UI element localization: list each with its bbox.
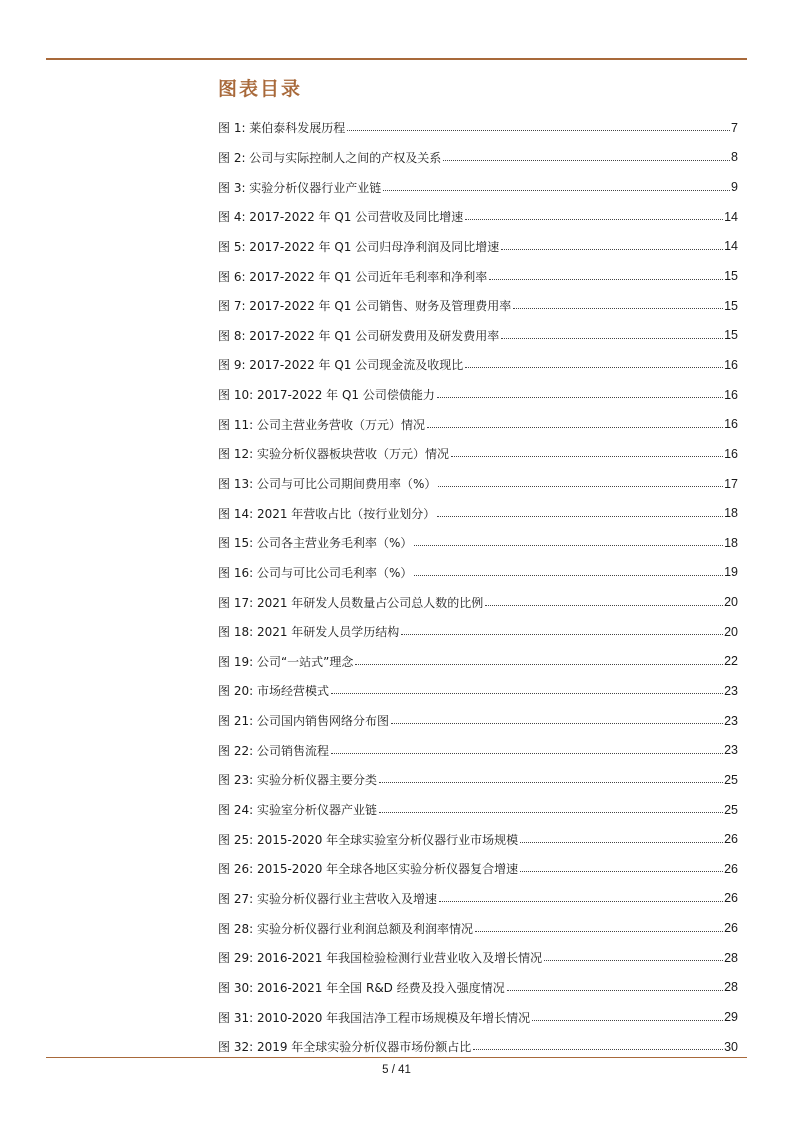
toc-entry-title[interactable]: 图 29: 2016-2021 年我国检验检测行业营业收入及增长情况: [218, 951, 543, 966]
toc-entry-title[interactable]: 图 26: 2015-2020 年全球各地区实验分析仪器复合增速: [218, 862, 519, 877]
dot-leader: [427, 427, 723, 428]
dot-leader: [379, 812, 723, 813]
toc-entry-title[interactable]: 图 10: 2017-2022 年 Q1 公司偿债能力: [218, 388, 435, 403]
dot-leader: [489, 279, 723, 280]
dot-leader: [465, 219, 723, 220]
toc-entry[interactable]: [218, 617, 738, 647]
dot-leader: [451, 456, 723, 457]
toc-entry[interactable]: [218, 765, 738, 795]
dot-leader: [439, 901, 723, 902]
dot-leader: [475, 931, 723, 932]
toc-entry[interactable]: [218, 973, 738, 1003]
dot-leader: [331, 693, 723, 694]
toc-entry[interactable]: [218, 528, 738, 558]
toc-entry[interactable]: [218, 380, 738, 410]
toc-entry-page[interactable]: 26: [724, 832, 738, 847]
toc-entry-title[interactable]: 图 1: 莱伯泰科发展历程: [218, 121, 346, 136]
toc-entry[interactable]: [218, 1002, 738, 1032]
dot-leader: [414, 575, 723, 576]
toc-entry[interactable]: [218, 320, 738, 350]
toc-entry-page[interactable]: 23: [724, 713, 738, 728]
toc-entry[interactable]: [218, 350, 738, 380]
toc-entry[interactable]: [218, 469, 738, 499]
dot-leader: [507, 990, 723, 991]
toc-entry-page[interactable]: 16: [724, 387, 738, 402]
toc-entry[interactable]: [218, 558, 738, 588]
toc-entry-title[interactable]: 图 5: 2017-2022 年 Q1 公司归母净利润及同比增速: [218, 239, 500, 254]
toc-entry[interactable]: [218, 647, 738, 677]
toc-entry[interactable]: [218, 913, 738, 943]
toc-entry-page[interactable]: 17: [724, 476, 738, 491]
toc-entry-title[interactable]: 图 9: 2017-2022 年 Q1 公司现金流及收现比: [218, 358, 464, 373]
toc-entry-title[interactable]: 图 21: 公司国内销售网络分布图: [218, 714, 389, 729]
toc-entry[interactable]: [218, 202, 738, 232]
toc-entry-page[interactable]: 16: [724, 357, 738, 372]
toc-entry-title[interactable]: 图 12: 实验分析仪器板块营收（万元）情况: [218, 447, 449, 462]
toc-entry-page[interactable]: 7: [731, 120, 738, 135]
toc-entry-title[interactable]: 图 14: 2021 年营收占比（按行业划分）: [218, 506, 436, 521]
dot-leader: [437, 516, 723, 517]
toc-entry-title[interactable]: 图 15: 公司各主营业务毛利率（%）: [218, 536, 413, 551]
toc-entry-title[interactable]: 图 23: 实验分析仪器主要分类: [218, 773, 377, 788]
toc-entry-title[interactable]: 图 28: 实验分析仪器行业利润总额及利润率情况: [218, 921, 473, 936]
toc-entry-title[interactable]: 图 7: 2017-2022 年 Q1 公司销售、财务及管理费用率: [218, 299, 512, 314]
toc-entry-title[interactable]: 图 11: 公司主营业务营收（万元）情况: [218, 417, 425, 432]
toc-entry[interactable]: [218, 113, 738, 143]
dot-leader: [520, 842, 723, 843]
dot-leader: [501, 249, 723, 250]
toc-entry[interactable]: [218, 409, 738, 439]
toc-entry-title[interactable]: 图 18: 2021 年研发人员学历结构: [218, 625, 400, 640]
toc-entry-title[interactable]: 图 3: 实验分析仪器行业产业链: [218, 180, 382, 195]
dot-leader: [465, 367, 723, 368]
toc-entry[interactable]: [218, 943, 738, 973]
toc-entry[interactable]: [218, 143, 738, 173]
toc-entry-title[interactable]: 图 22: 公司销售流程: [218, 743, 329, 758]
toc-entry-page[interactable]: 15: [724, 298, 738, 313]
page-heading: 图表目录: [218, 78, 303, 100]
toc-entry-title[interactable]: 图 6: 2017-2022 年 Q1 公司近年毛利率和净利率: [218, 269, 488, 284]
toc-entry-title[interactable]: 图 4: 2017-2022 年 Q1 公司营收及同比增速: [218, 210, 464, 225]
toc-entry[interactable]: [218, 498, 738, 528]
toc-entry-page[interactable]: 26: [724, 921, 738, 936]
toc-entry-page[interactable]: 30: [724, 1039, 738, 1054]
toc-entry-page[interactable]: 20: [724, 595, 738, 610]
toc-entry-page[interactable]: 14: [724, 239, 738, 254]
toc-entry-title[interactable]: 图 32: 2019 年全球实验分析仪器市场份额占比: [218, 1040, 472, 1055]
toc-entry-title[interactable]: 图 19: 公司“一站式”理念: [218, 654, 354, 669]
dot-leader: [443, 160, 730, 161]
toc-entry[interactable]: [218, 706, 738, 736]
toc-entry[interactable]: [218, 587, 738, 617]
toc-entry-title[interactable]: 图 30: 2016-2021 年全国 R&D 经费及投入强度情况: [218, 980, 505, 995]
toc-entry[interactable]: [218, 172, 738, 202]
dot-leader: [544, 960, 723, 961]
toc-entry[interactable]: [218, 884, 738, 914]
toc-entry-page[interactable]: 15: [724, 269, 738, 284]
dot-leader: [520, 871, 723, 872]
toc-entry-page[interactable]: 26: [724, 861, 738, 876]
dot-leader: [391, 723, 723, 724]
dot-leader: [437, 397, 723, 398]
toc-entry-page[interactable]: 23: [724, 743, 738, 758]
toc-entry-page[interactable]: 15: [724, 328, 738, 343]
toc-entry[interactable]: [218, 735, 738, 765]
header-rule: [46, 58, 747, 60]
figure-list: [218, 113, 738, 1062]
toc-entry-page[interactable]: 16: [724, 446, 738, 461]
toc-entry-page[interactable]: 23: [724, 683, 738, 698]
toc-entry-page[interactable]: 8: [731, 150, 738, 165]
toc-entry-page[interactable]: 19: [724, 565, 738, 580]
toc-entry[interactable]: [218, 291, 738, 321]
dot-leader: [401, 634, 723, 635]
dot-leader: [355, 664, 723, 665]
dot-leader: [485, 605, 723, 606]
toc-entry-page[interactable]: 16: [724, 417, 738, 432]
toc-entry-page[interactable]: 25: [724, 772, 738, 787]
footer-rule: [46, 1057, 747, 1058]
toc-entry-page[interactable]: 28: [724, 980, 738, 995]
toc-entry-title[interactable]: 图 27: 实验分析仪器行业主营收入及增速: [218, 891, 437, 906]
page-number: 5 / 41: [382, 1064, 411, 1076]
toc-entry-title[interactable]: 图 8: 2017-2022 年 Q1 公司研发费用及研发费用率: [218, 328, 500, 343]
toc-entry-page[interactable]: 18: [724, 506, 738, 521]
toc-entry-page[interactable]: 26: [724, 891, 738, 906]
dot-leader: [473, 1049, 723, 1050]
toc-entry[interactable]: [218, 439, 738, 469]
toc-entry-title[interactable]: 图 2: 公司与实际控制人之间的产权及关系: [218, 150, 442, 165]
toc-entry-title[interactable]: 图 17: 2021 年研发人员数量占公司总人数的比例: [218, 595, 484, 610]
toc-entry-title[interactable]: 图 25: 2015-2020 年全球实验室分析仪器行业市场规模: [218, 832, 519, 847]
dot-leader: [331, 753, 723, 754]
toc-entry-title[interactable]: 图 13: 公司与可比公司期间费用率（%）: [218, 477, 437, 491]
dot-leader: [414, 545, 723, 546]
dot-leader: [379, 782, 723, 783]
dot-leader: [438, 486, 723, 487]
toc-entry-page[interactable]: 20: [724, 624, 738, 639]
toc-entry-page[interactable]: 9: [731, 180, 738, 195]
toc-entry-title[interactable]: 图 31: 2010-2020 年我国洁净工程市场规模及年增长情况: [218, 1010, 531, 1025]
toc-entry-title[interactable]: 图 20: 市场经营模式: [218, 684, 329, 699]
toc-entry[interactable]: [218, 232, 738, 262]
dot-leader: [532, 1020, 723, 1021]
dot-leader: [513, 308, 723, 309]
toc-entry-page[interactable]: 14: [724, 209, 738, 224]
dot-leader: [347, 130, 730, 131]
toc-entry-page[interactable]: 25: [724, 802, 738, 817]
toc-entry-page[interactable]: 28: [724, 950, 738, 965]
toc-entry-title[interactable]: 图 24: 实验室分析仪器产业链: [218, 803, 377, 818]
dot-leader: [383, 190, 730, 191]
toc-entry[interactable]: [218, 854, 738, 884]
toc-entry[interactable]: [218, 261, 738, 291]
toc-entry-page[interactable]: 29: [724, 1010, 738, 1025]
toc-entry-page[interactable]: 18: [724, 535, 738, 550]
toc-entry-page[interactable]: 22: [724, 654, 738, 669]
toc-entry[interactable]: [218, 824, 738, 854]
dot-leader: [501, 338, 723, 339]
toc-entry-title[interactable]: 图 16: 公司与可比公司毛利率（%）: [218, 565, 413, 580]
toc-entry[interactable]: [218, 795, 738, 825]
toc-entry[interactable]: [218, 676, 738, 706]
